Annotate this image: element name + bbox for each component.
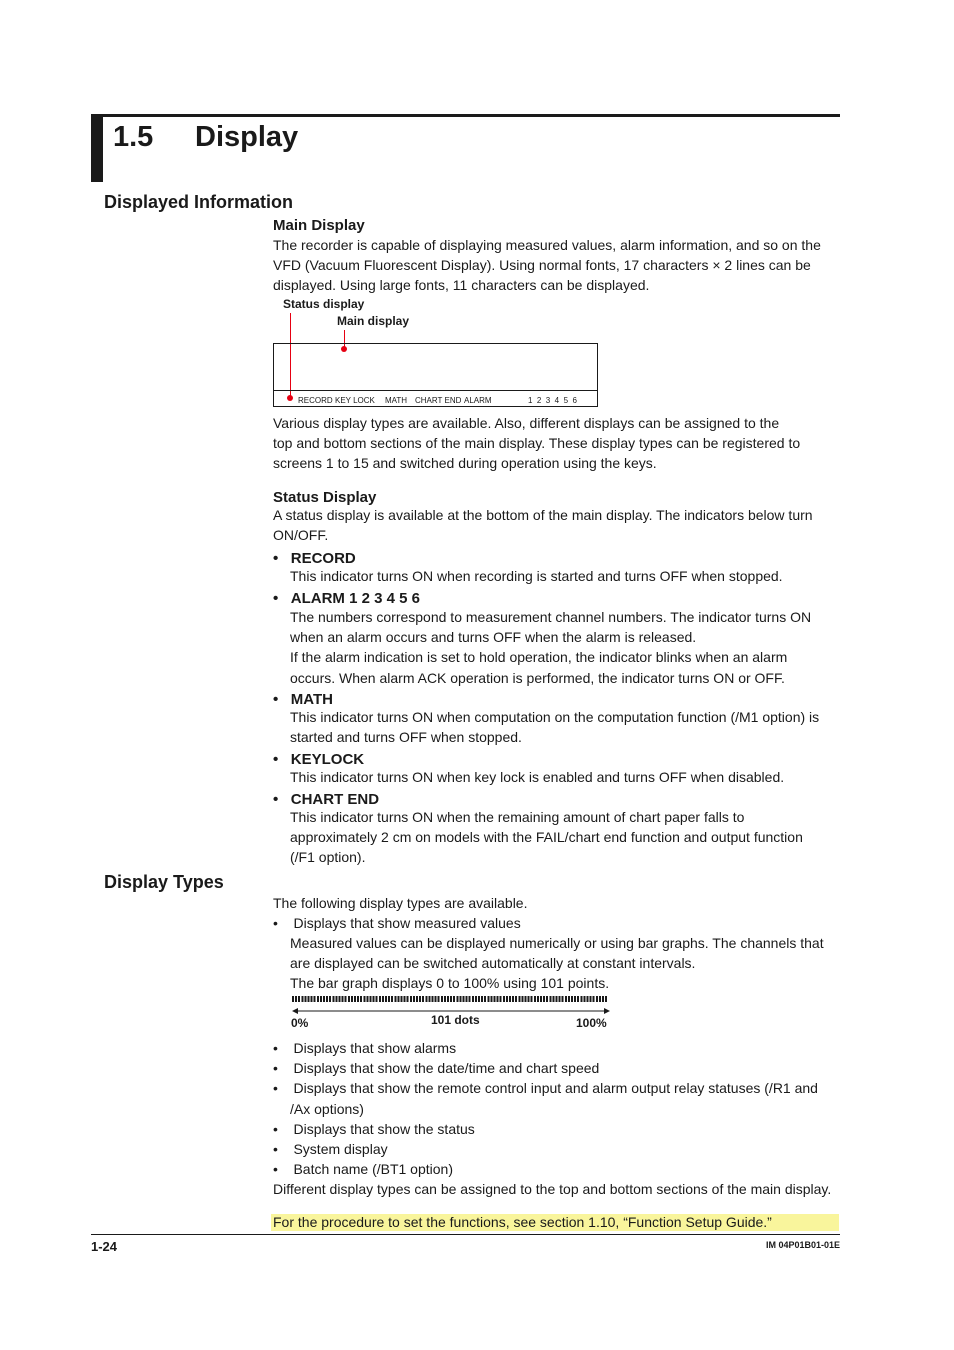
- list-item: • Displays that show alarms: [273, 1040, 457, 1056]
- heading-display-types: Display Types: [104, 872, 224, 892]
- status-display-paragraph: [273, 505, 813, 545]
- bullet-title: RECORD: [290, 550, 356, 567]
- list-item: • Batch name (/BT1 option): [273, 1161, 453, 1178]
- text-line: The bar graph displays 0 to 100% using 101 points.: [290, 975, 610, 992]
- list-item-text: Displays that show measured values: [293, 915, 521, 931]
- record-description: [290, 566, 783, 586]
- list-item-continuation: /Ax options): [290, 1100, 364, 1117]
- bullet-alarm: • ALARM 1 2 3 4 5 6: [273, 590, 420, 607]
- display-types-intro: The following display types are available.: [273, 895, 528, 911]
- bullet-title: CHART END: [290, 791, 380, 808]
- text-line: VFD (Vacuum Fluorescent Display). Using normal fonts, 17 characters × 2 lines can be: [273, 257, 811, 274]
- text-line: If the alarm indication is set to hold operation, the indicator blinks when an alarm: [290, 649, 788, 666]
- main-display-label: Main display: [337, 314, 410, 328]
- text-line: approximately 2 cm on models with the FAIL/chart end function and output function: [290, 829, 803, 846]
- heading-main-display: Main Display: [273, 217, 365, 234]
- text-line: (/F1 option).: [290, 849, 366, 866]
- text-line: This indicator turns ON when the remaining amount of chart paper falls to: [290, 809, 745, 825]
- bullet-title: ALARM 1 2 3 4 5 6: [290, 590, 420, 607]
- footer-rule: [91, 1234, 840, 1235]
- measured-values-description: [290, 933, 824, 994]
- bullet-title: KEYLOCK: [290, 751, 365, 768]
- text-line: screens 1 to 15 and switched during operation using the keys.: [273, 455, 657, 472]
- indicator-keylock: KEY LOCK: [335, 396, 375, 405]
- alarm-description: [290, 607, 811, 688]
- list-item-text: Displays that show alarms: [293, 1040, 457, 1056]
- bullet-record: • RECORD: [273, 550, 356, 567]
- list-item: • System display: [273, 1141, 388, 1158]
- text-line: Measured values can be displayed numerically or using bar graphs. The channels that: [290, 935, 824, 951]
- keylock-description: [290, 767, 784, 787]
- text-line: This indicator turns ON when computation on the computation function (/M1 option) is: [290, 709, 820, 725]
- bullet-chart-end: • CHART END: [273, 791, 380, 808]
- section-top-rule: [91, 114, 840, 117]
- procedure-note: For the procedure to set the functions, see section 1.10, “Function Setup Guide.”: [273, 1214, 772, 1230]
- closing-paragraph: Different display types can be assigned to the top and bottom sections of the main display.: [273, 1181, 832, 1198]
- indicator-alarm-numbers: 1 2 3 4 5 6: [528, 396, 577, 405]
- bar-graph-dots: [292, 996, 608, 1002]
- indicator-chart-end: CHART END: [415, 396, 462, 405]
- text-line: ON/OFF.: [273, 527, 329, 544]
- list-item: • Displays that show the status: [273, 1120, 475, 1137]
- indicator-math: MATH: [385, 396, 408, 405]
- text-line: displayed. Using large fonts, 11 characters can be displayed.: [273, 277, 650, 294]
- list-item-text: Batch name (/BT1 option): [293, 1161, 453, 1178]
- vfd-display-figure: [273, 343, 598, 407]
- bullet-math: • MATH: [273, 691, 333, 708]
- text-line: are displayed can be switched automatically at constant intervals.: [290, 955, 696, 972]
- heading-displayed-information: Displayed Information: [104, 192, 294, 212]
- indicator-record: RECORD: [298, 396, 333, 405]
- vfd-status-divider: [274, 390, 597, 391]
- text-line: started and turns OFF when stopped.: [290, 729, 522, 746]
- text-line: This indicator turns ON when recording is started and turns OFF when stopped.: [290, 568, 783, 584]
- after-figure-paragraph: [273, 413, 800, 474]
- bar-label-zero: 0%: [291, 1016, 309, 1030]
- document-id: IM 04P01B01-01E: [765, 1240, 840, 1250]
- list-item-text: System display: [293, 1141, 388, 1158]
- bar-label-hundred: 100%: [576, 1016, 607, 1030]
- indicator-alarm: ALARM: [464, 396, 492, 405]
- text-line: Various display types are available. Also, different displays can be assigned to the: [273, 415, 780, 431]
- text-line: This indicator turns ON when key lock is enabled and turns OFF when disabled.: [290, 769, 785, 785]
- chart-end-description: [290, 807, 803, 868]
- text-line: The recorder is capable of displaying measured values, alarm information, and so on the: [273, 237, 821, 253]
- list-item-text: Displays that show the remote control input and alarm output relay statuses (/R1 and: [293, 1080, 818, 1097]
- main-display-paragraph: [273, 235, 821, 296]
- text-line: occurs. When alarm ACK operation is performed, the indicator turns ON or OFF.: [290, 669, 785, 686]
- text-line: The numbers correspond to measurement channel numbers. The indicator turns ON: [290, 609, 812, 625]
- page-number: 1-24: [91, 1239, 118, 1254]
- list-item-measured-values: • Displays that show measured values: [273, 915, 521, 931]
- list-item: • Displays that show the remote control input and alarm output relay statuses (/R1 and: [273, 1080, 818, 1097]
- bullet-title: MATH: [290, 691, 333, 708]
- bullet-keylock: • KEYLOCK: [273, 751, 365, 768]
- status-display-label: Status display: [283, 297, 365, 311]
- text-line: A status display is available at the bottom of the main display. The indicators below turn: [273, 507, 813, 523]
- section-number: 1.5: [113, 121, 154, 153]
- list-item-text: Displays that show the date/time and chart speed: [293, 1060, 600, 1077]
- text-line: when an alarm occurs and turns OFF when the alarm is released.: [290, 629, 697, 646]
- list-item: • Displays that show the date/time and chart speed: [273, 1060, 600, 1077]
- heading-status-display: Status Display: [273, 489, 377, 506]
- math-description: [290, 707, 819, 747]
- bar-label-dots: 101 dots: [431, 1013, 480, 1027]
- list-item-text: Displays that show the status: [293, 1120, 475, 1137]
- display-types-list: [273, 1038, 831, 1200]
- section-title: Display: [195, 121, 299, 153]
- section-side-bar: [91, 114, 103, 182]
- text-line: top and bottom sections of the main display. These display types can be registered to: [273, 435, 801, 452]
